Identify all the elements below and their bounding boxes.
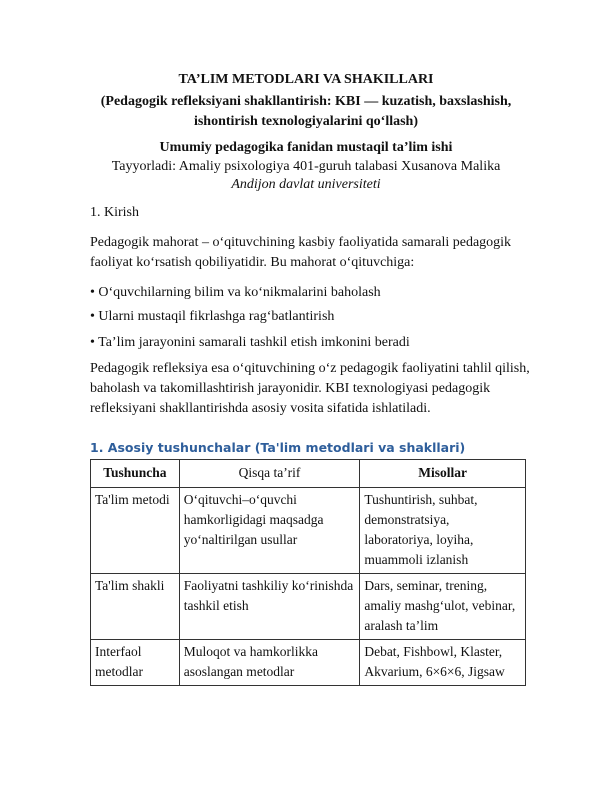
table-row <box>91 574 526 640</box>
table-cell: Debat, Fishbowl, Klaster, Akvarium, 6×6×6, Jigsaw <box>360 640 526 686</box>
refleksiya-paragraph: Pedagogik refleksiya esa o‘qituvchining o‘z pedagogik faoliyatini tahlil qilish, baholash va takomillashtirish jarayonidir. KBI texnologiyasi pedagogik refleksiyani shakllantirishda asosiy vosita sifatida ishlatiladi. <box>90 361 530 416</box>
table-cell: O‘qituvchi–o‘quvchi hamkorligidagi maqsadga yo‘naltirilgan usullar <box>179 488 360 574</box>
header-misollar: Misollar <box>360 460 526 488</box>
document-title: TA’LIM METODLARI VA SHAKILLARI <box>178 72 434 87</box>
table-cell: Interfaol metodlar <box>91 640 180 686</box>
header-tushuncha: Tushuncha <box>91 460 180 488</box>
table-cell: Dars, seminar, trening, amaliy mashg‘ulot, vebinar, aralash ta’lim <box>360 574 526 640</box>
table-cell: Ta'lim shakli <box>91 574 180 640</box>
table-row <box>91 488 526 574</box>
bullet-item: • Ularni mustaqil fikrlashga rag‘batlantirish <box>90 309 335 324</box>
concepts-table <box>90 459 526 686</box>
table-cell: Ta'lim metodi <box>91 488 180 574</box>
document-subtitle: (Pedagogik refleksiyani shakllantirish: KBI — kuzatish, baxslashish, ishontirish texnologiyalarini qo‘llash) <box>100 94 512 129</box>
university-line: Andijon davlat universiteti <box>231 177 381 192</box>
intro-heading: 1. Kirish <box>90 205 139 220</box>
table-cell: Muloqot va hamkorlikka asoslangan metodlar <box>179 640 360 686</box>
table-row <box>91 640 526 686</box>
table-cell: Faoliyatni tashkiliy ko‘rinishda tashkil etish <box>179 574 360 640</box>
course-line: Umumiy pedagogika fanidan mustaqil ta’lim ishi <box>159 140 453 155</box>
bullet-item: • O‘quvchilarning bilim va ko‘nikmalarini baholash <box>90 285 381 300</box>
header-qisqa-tarif: Qisqa ta’rif <box>179 460 360 488</box>
table-cell: Tushuntirish, suhbat, demonstratsiya, laboratoriya, loyiha, muammoli izlanish <box>360 488 526 574</box>
section-heading: 1. Asosiy tushunchalar (Ta'lim metodlari va shakllari) <box>90 440 466 455</box>
intro-paragraph: Pedagogik mahorat – o‘qituvchining kasbiy faoliyatida samarali pedagogik faoliyat ko‘rsatish qobiliyatidir. Bu mahorat o‘qituvchiga: <box>90 235 512 270</box>
table-header-row <box>91 460 526 488</box>
bullet-item: • Ta’lim jarayonini samarali tashkil etish imkonini beradi <box>90 335 410 350</box>
author-line: Tayyorladi: Amaliy psixologiya 401-guruh talabasi Xusanova Malika <box>111 159 501 174</box>
